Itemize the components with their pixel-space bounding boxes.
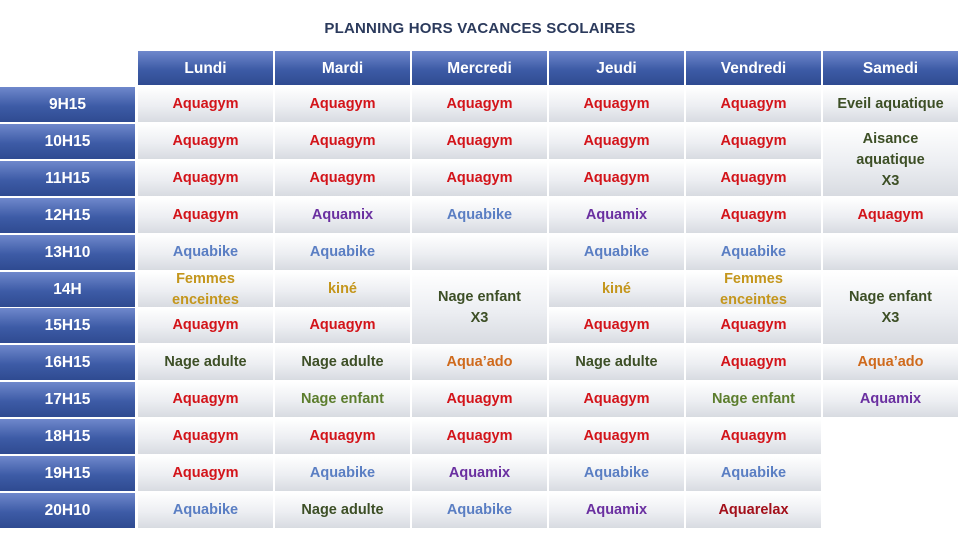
activity-label: Aquagym <box>583 428 650 444</box>
activity-label: Nage enfant <box>301 391 384 407</box>
day-header-2: Mercredi <box>412 51 547 85</box>
activity-label: Aquagym <box>172 391 239 407</box>
activity-label: Nage adulte <box>164 354 247 370</box>
schedule-cell <box>686 198 821 233</box>
time-slot-0: 9H15 <box>0 87 135 122</box>
activity-label: Aquagym <box>583 170 650 186</box>
schedule-cell <box>549 235 684 270</box>
activity-label: Nage adulte <box>301 502 384 518</box>
activity-label: Aquabike <box>309 244 376 260</box>
schedule-cell <box>412 124 547 159</box>
schedule-cell <box>412 456 547 491</box>
cell-line: X3 <box>881 310 900 326</box>
schedule-cell <box>686 493 821 528</box>
activity-label: Aquagym <box>583 391 650 407</box>
schedule-cell <box>138 161 273 196</box>
day-header-3: Jeudi <box>549 51 684 85</box>
activity-label: kiné <box>601 281 631 297</box>
cell-line: Nage enfant <box>849 289 932 305</box>
activity-label: Aquarelax <box>718 502 789 518</box>
activity-label: Aquagym <box>583 96 650 112</box>
activity-label: Aquamix <box>311 207 374 223</box>
schedule-cell <box>138 345 273 380</box>
schedule-cell <box>275 235 410 270</box>
schedule-cell <box>275 382 410 417</box>
schedule-cell <box>686 124 821 159</box>
cell-line: enceintes <box>172 291 239 308</box>
time-slot-9: 18H15 <box>0 419 135 454</box>
activity-label: Aquagym <box>446 391 513 407</box>
schedule-cell <box>412 382 547 417</box>
time-slot-5: 14H <box>0 272 135 307</box>
activity-label: Aquagym <box>309 133 376 149</box>
schedule-cell <box>412 345 547 380</box>
activity-label: Aquagym <box>172 133 239 149</box>
activity-label: Aquagym <box>720 428 787 444</box>
activity-label: Aquagym <box>172 207 239 223</box>
time-slot-8: 17H15 <box>0 382 135 417</box>
schedule-cell <box>549 124 684 159</box>
activity-label: Nage enfant <box>712 391 795 407</box>
activity-label: Aquabike <box>720 465 787 481</box>
activity-label: Aquagym <box>583 133 650 149</box>
activity-label: Aquagym <box>446 170 513 186</box>
activity-label: Aquagym <box>172 428 239 444</box>
cell-text <box>720 269 787 311</box>
schedule-cell <box>138 493 273 528</box>
activity-label: Aquagym <box>309 428 376 444</box>
schedule-cell <box>412 87 547 122</box>
activity-label: Aquamix <box>859 391 922 407</box>
activity-label: Aquagym <box>172 96 239 112</box>
activity-label: Aquagym <box>172 317 239 333</box>
cell-line: aquatique <box>856 151 925 168</box>
schedule-cell <box>275 493 410 528</box>
activity-label: Aqua’ado <box>857 354 924 370</box>
cell-line: enceintes <box>720 291 787 308</box>
schedule-cell <box>823 235 958 270</box>
activity-label: Aquagym <box>172 170 239 186</box>
activity-label: Nage adulte <box>301 354 384 370</box>
schedule-cell <box>823 272 958 344</box>
activity-label: Aquabike <box>583 244 650 260</box>
schedule-cell <box>823 87 958 122</box>
schedule-cell <box>275 161 410 196</box>
schedule-cell <box>275 124 410 159</box>
day-header-4: Vendredi <box>686 51 821 85</box>
schedule-cell <box>412 198 547 233</box>
activity-label: Aquagym <box>720 207 787 223</box>
schedule-cell <box>412 161 547 196</box>
day-header-5: Samedi <box>823 51 958 85</box>
cell-line: Femmes <box>176 270 235 287</box>
time-slot-4: 13H10 <box>0 235 135 270</box>
schedule-cell <box>275 87 410 122</box>
schedule-cell <box>138 272 273 307</box>
schedule-cell <box>686 272 821 307</box>
activity-label: Aquagym <box>446 428 513 444</box>
time-slot-6: 15H15 <box>0 308 135 343</box>
activity-label: Aquagym <box>720 133 787 149</box>
schedule-cell <box>823 198 958 233</box>
activity-label: Aquamix <box>585 502 648 518</box>
time-slot-2: 11H15 <box>0 161 135 196</box>
schedule-cell <box>823 382 958 417</box>
cell-line: Nage enfant <box>438 289 521 305</box>
schedule-cell <box>275 419 410 454</box>
schedule-cell <box>686 345 821 380</box>
schedule-cell <box>138 198 273 233</box>
cell-text <box>172 269 239 311</box>
schedule-cell <box>275 456 410 491</box>
schedule-cell <box>686 308 821 343</box>
page-title: PLANNING HORS VACANCES SCOLAIRES <box>324 20 636 37</box>
activity-label: Aquabike <box>583 465 650 481</box>
time-slot-10: 19H15 <box>0 456 135 491</box>
schedule-cell <box>412 235 547 270</box>
activity-label: Aquabike <box>172 244 239 260</box>
activity-label: Aquamix <box>585 207 648 223</box>
activity-label: Aquagym <box>720 354 787 370</box>
activity-label: Aquamix <box>448 465 511 481</box>
schedule-cell <box>275 198 410 233</box>
schedule-cell <box>275 308 410 343</box>
cell-text <box>849 287 932 329</box>
cell-text <box>856 129 924 192</box>
activity-label: Aquagym <box>857 207 924 223</box>
schedule-cell <box>275 272 410 307</box>
activity-label: Aquabike <box>720 244 787 260</box>
schedule-cell <box>138 235 273 270</box>
schedule-cell <box>138 382 273 417</box>
schedule-cell <box>549 272 684 307</box>
activity-label: Aquabike <box>309 465 376 481</box>
activity-label: Aquagym <box>446 133 513 149</box>
activity-label: Aquagym <box>172 465 239 481</box>
schedule-cell <box>549 493 684 528</box>
activity-label: Aquagym <box>583 317 650 333</box>
schedule-cell <box>549 419 684 454</box>
activity-label: Aquagym <box>309 317 376 333</box>
schedule-cell <box>549 161 684 196</box>
activity-label: Aquagym <box>720 317 787 333</box>
activity-label: Aquagym <box>446 96 513 112</box>
activity-label: Aquabike <box>172 502 239 518</box>
schedule-cell <box>138 308 273 343</box>
cell-text <box>438 287 521 329</box>
activity-label: Aquabike <box>446 207 513 223</box>
activity-label: Aqua’ado <box>446 354 513 370</box>
day-header-0: Lundi <box>138 51 273 85</box>
activity-label: Aquagym <box>309 96 376 112</box>
time-slot-1: 10H15 <box>0 124 135 159</box>
schedule-cell <box>412 272 547 344</box>
schedule-cell <box>138 419 273 454</box>
schedule-cell <box>412 419 547 454</box>
schedule-cell <box>823 124 958 196</box>
activity-label: Aquagym <box>720 170 787 186</box>
schedule-cell <box>138 456 273 491</box>
activity-label: Aquabike <box>446 502 513 518</box>
schedule-cell <box>686 456 821 491</box>
activity-label: Aquagym <box>720 96 787 112</box>
schedule-cell <box>686 161 821 196</box>
schedule-cell <box>549 382 684 417</box>
schedule-cell <box>412 493 547 528</box>
schedule-cell <box>549 198 684 233</box>
schedule-cell <box>686 382 821 417</box>
activity-label: kiné <box>327 281 357 297</box>
schedule-cell <box>275 345 410 380</box>
time-slot-3: 12H15 <box>0 198 135 233</box>
schedule-cell <box>138 124 273 159</box>
schedule-cell <box>549 87 684 122</box>
cell-line: Aisance <box>862 130 919 147</box>
schedule-cell <box>686 235 821 270</box>
schedule-cell <box>549 456 684 491</box>
activity-label: Nage adulte <box>575 354 658 370</box>
schedule-cell <box>686 419 821 454</box>
cell-line: X3 <box>881 172 900 189</box>
schedule-cell <box>823 345 958 380</box>
schedule-cell <box>549 345 684 380</box>
schedule-cell <box>549 308 684 343</box>
time-slot-11: 20H10 <box>0 493 135 528</box>
activity-label: Eveil aquatique <box>837 96 944 112</box>
schedule-cell <box>138 87 273 122</box>
day-header-1: Mardi <box>275 51 410 85</box>
cell-line: X3 <box>470 310 489 326</box>
schedule-cell <box>686 87 821 122</box>
activity-label: Aquagym <box>309 170 376 186</box>
cell-line: Femmes <box>724 270 783 287</box>
time-slot-7: 16H15 <box>0 345 135 380</box>
